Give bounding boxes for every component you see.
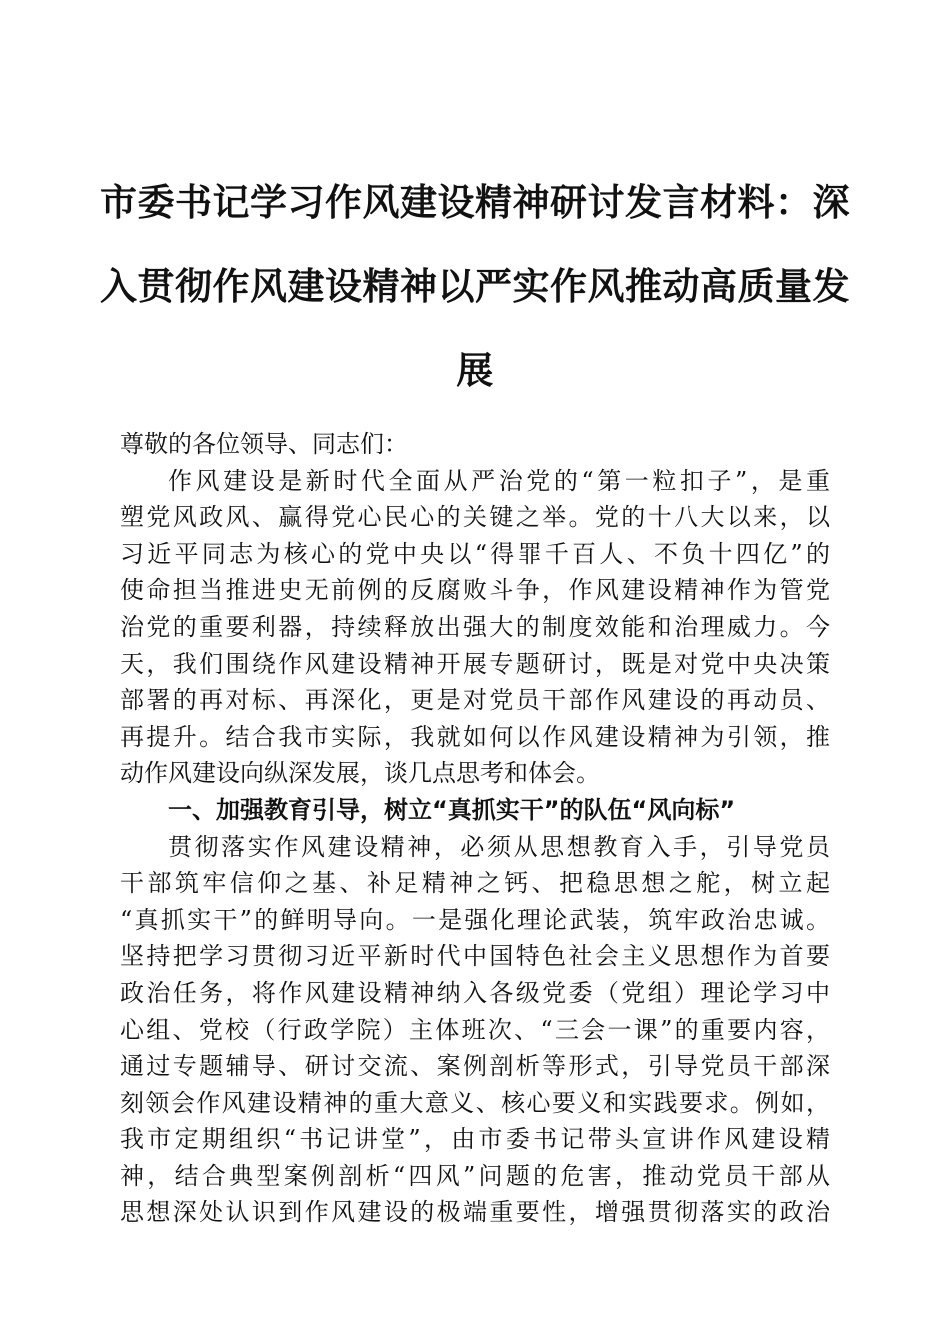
intro-line: 动作风建设向纵深发展，谈几点思考和体会。 [120,759,600,788]
title-line: 入贯彻作风建设精神以严实作风推动高质量发 [100,264,850,308]
title-line: 展 [456,348,494,392]
intro-line: 作风建设是新时代全面从严治党的“第一粒扣子”，是重 [168,466,830,495]
intro-line: 习近平同志为核心的党中央以“得罪千百人、不负十四亿”的 [120,539,830,568]
section-line: 贯彻落实作风建设精神，必须从思想教育入手，引导党员 [168,832,830,861]
title-line: 市委书记学习作风建设精神研讨发言材料：深 [100,180,850,224]
salutation: 尊敬的各位领导、同志们： [120,430,408,458]
section-line: “真抓实干”的鲜明导向。一是强化理论武装，筑牢政治忠诚。 [120,905,830,934]
section-line: 我市定期组织“书记讲堂”，由市委书记带头宣讲作风建设精 [120,1125,830,1154]
section-heading: 一、加强教育引导，树立“真抓实干”的队伍“风向标” [168,795,736,824]
intro-line: 治党的重要利器，持续释放出强大的制度效能和治理威力。今 [120,612,830,641]
intro-line: 使命担当推进史无前例的反腐败斗争，作风建设精神作为管党 [120,576,830,605]
document-title [100,160,850,412]
section-line: 坚持把学习贯彻习近平新时代中国特色社会主义思想作为首要 [120,942,830,971]
intro-line: 再提升。结合我市实际，我就如何以作风建设精神为引领，推 [120,722,830,751]
section-line: 干部筑牢信仰之基、补足精神之钙、把稳思想之舵，树立起 [120,869,830,898]
section-line: 神，结合典型案例剖析“四风”问题的危害，推动党员干部从 [120,1161,830,1190]
section-line: 政治任务，将作风建设精神纳入各级党委（党组）理论学习中 [120,978,830,1007]
intro-line: 塑党风政风、赢得党心民心的关键之举。党的十八大以来，以 [120,503,830,532]
document-body [120,426,830,1231]
section-line: 通过专题辅导、研讨交流、案例剖析等形式，引导党员干部深 [120,1052,830,1081]
section-line: 心组、党校（行政学院）主体班次、“三会一课”的重要内容， [120,1015,830,1044]
section-line: 思想深处认识到作风建设的极端重要性，增强贯彻落实的政治 [120,1198,830,1227]
section-line: 刻领会作风建设精神的重大意义、核心要义和实践要求。例如， [120,1088,830,1117]
intro-line: 天，我们围绕作风建设精神开展专题研讨，既是对党中央决策 [120,649,830,678]
intro-line: 部署的再对标、再深化，更是对党员干部作风建设的再动员、 [120,686,830,715]
